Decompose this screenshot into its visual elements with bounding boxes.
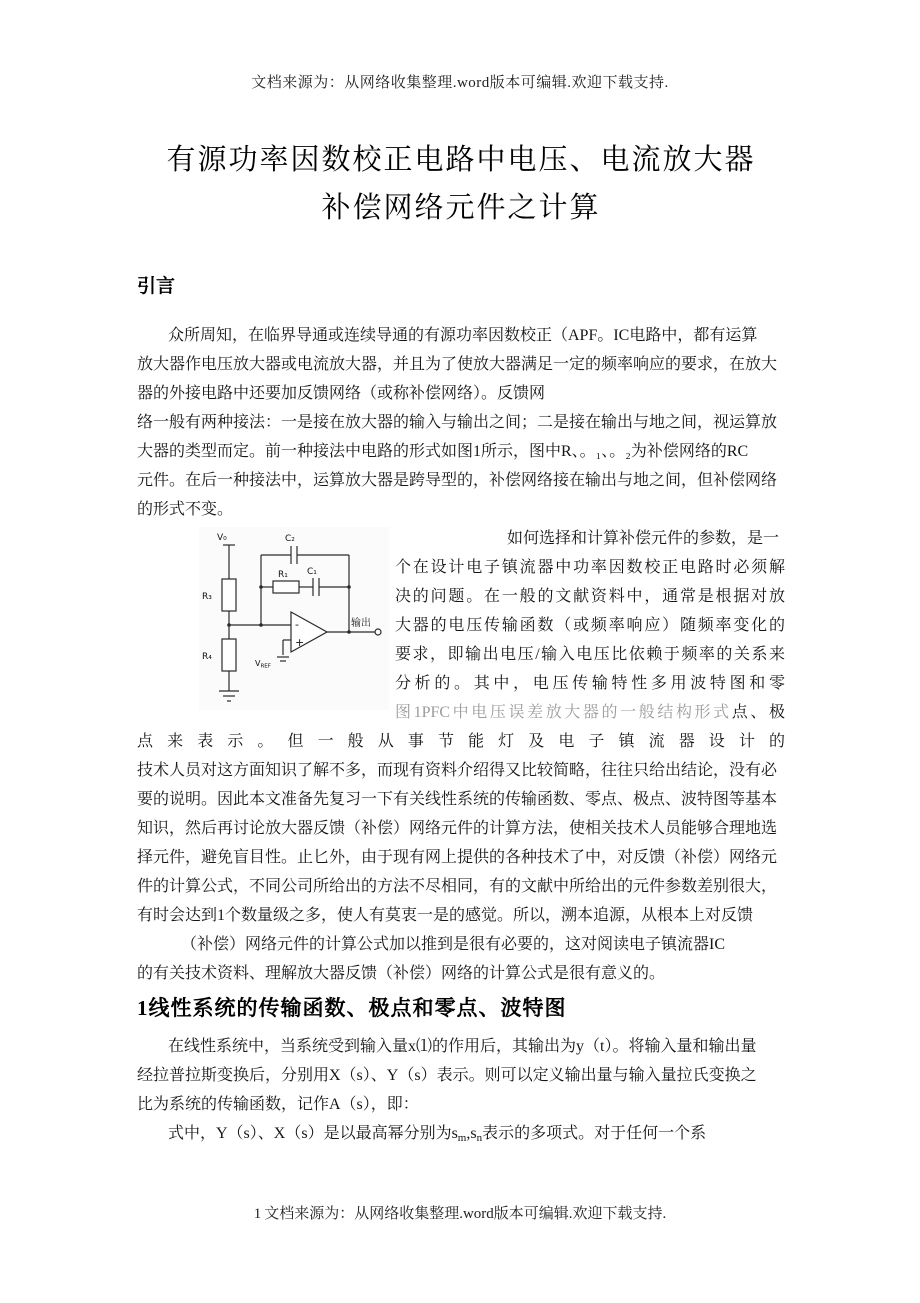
label-v0: V₀ xyxy=(217,533,227,543)
figure-caption: 图1PFC中电压误差放大器的一般结构形式 xyxy=(395,704,732,721)
text-line: 大器的电压传输函数（或频率响应）随频率变化的 xyxy=(395,617,785,634)
label-c1: C₁ xyxy=(307,567,317,577)
text-line: 在线性系统中，当系统受到输入量x⑴的作用后，其输出为y（t）。将输入量和输出量 xyxy=(168,1038,757,1055)
footer-text: 文档来源为：从网络收集整理.word版本可编辑.欢迎下载支持. xyxy=(264,1206,667,1222)
text-fragment: 式中，Y（s）、X（s）是以最高幂分别为s xyxy=(168,1125,458,1142)
doc-title-line2: 补偿网络元件之计算 xyxy=(321,192,601,224)
doc-title xyxy=(137,136,785,232)
text-line: 择元件，避免盲目性。止匕外，由于现有网上提供的各种技术了中，对反馈（补偿）网络元 xyxy=(137,849,778,866)
label-output: 输出 xyxy=(351,618,371,629)
intro-heading: 引言 xyxy=(137,276,176,297)
text-line: 点来表示。但一般从事节能灯及电子镇流器设计的 xyxy=(137,733,785,750)
text-line: 络一般有两种接法：一是接在放大器的输入与输出之间；二是接在输出与地之间，视运算放 xyxy=(137,414,778,431)
resistor-r4-symbol xyxy=(222,639,236,671)
text-line: 要的说明。因此本文准备先复习一下有关线性系统的传输函数、零点、极点、波特图等基本 xyxy=(137,791,778,808)
text-line: 有时会达到1个数量级之多，使人有莫衷一是的感觉。所以，溯本追源，从根本上对反馈 xyxy=(137,907,754,924)
circuit-figure xyxy=(199,527,389,710)
subscript-m: m xyxy=(457,1132,467,1144)
label-r1: R₁ xyxy=(278,570,288,580)
section1-paragraph xyxy=(137,1032,785,1153)
text-line: 分析的。其中，电压传输特性多用波特图和零 xyxy=(395,675,785,692)
text-line: 知识，然后再讨论放大器反馈（补偿）网络元件的计算方法，使相关技术人员能够合理地选 xyxy=(137,820,778,837)
text-line: 经拉普拉斯变换后，分别用X（s）、Y（s）表示。则可以定义输出量与输入量拉氏变换之 xyxy=(137,1067,757,1084)
label-opamp-minus: - xyxy=(295,618,299,631)
footer-note xyxy=(0,1202,920,1223)
page-number: 1 xyxy=(253,1206,262,1222)
text-fragment: 点、极 xyxy=(731,704,785,721)
text-line: 如何选择和计算补偿元件的参数，是一 xyxy=(507,530,780,547)
subscript-n: n xyxy=(476,1132,483,1144)
text-line xyxy=(137,1119,785,1153)
label-c2: C₂ xyxy=(285,534,295,544)
resistor-r1-symbol xyxy=(273,581,299,593)
text-fragment: 表示的多项式。对于任何一个系 xyxy=(482,1125,707,1142)
text-line: 技术人员对这方面知识了解不多，而现有资料介绍得又比较简略，往往只给出结论，没有必 xyxy=(137,762,778,779)
label-opamp-plus: + xyxy=(295,636,305,649)
text-line: 比为系统的传输函数，记作A（s），即： xyxy=(137,1096,419,1113)
text-line: 器的外接电路中还要加反馈网络（或称补偿网络）。反馈网 xyxy=(137,385,546,402)
circuit-diagram xyxy=(199,527,389,710)
text-line: 个在设计电子镇流器中功率因数校正电路时必须解 xyxy=(395,559,785,576)
text-fragment: ,s xyxy=(466,1125,477,1142)
text-line: 元件。在后一种接法中，运算放大器是跨导型的，补偿网络接在输出与地之间，但补偿网络 xyxy=(137,472,778,489)
doc-title-line1: 有源功率因数校正电路中电压、电流放大器 xyxy=(166,144,756,176)
text-line: 的形式不变。 xyxy=(137,501,234,518)
text-line: 要求，即输出电压/输入电压比依赖于频率的关系来 xyxy=(395,646,785,663)
label-r4: R₄ xyxy=(202,652,212,662)
text-line: 件的计算公式，不同公司所给出的方法不尽相同，有的文献中所给出的元件参数差别很大， xyxy=(137,878,778,895)
section1-heading: 1线性系统的传输函数、极点和零点、波特图 xyxy=(137,996,567,1020)
figure-paragraph xyxy=(137,524,785,988)
resistor-r3-symbol xyxy=(222,579,236,611)
text-line: 决的问题。在一般的文献资料中，通常是根据对放 xyxy=(395,588,785,605)
label-vref: VREF xyxy=(255,659,271,670)
intro-paragraph xyxy=(137,321,785,524)
text-line: 放大器作电压放大器或电流放大器，并且为了使放大器满足一定的频率响应的要求，在放大 xyxy=(137,356,778,373)
text-line: 众所周知，在临界导通或连续导通的有源功率因数校正（APF。IC电路中，都有运算 xyxy=(168,327,758,344)
text-line: 大器的类型而定。前一种接法中电路的形式如图1所示，图中R、。₁、。₂为补偿网络的RC xyxy=(137,443,749,460)
header-note: 文档来源为：从网络收集整理.word版本可编辑.欢迎下载支持. xyxy=(251,75,669,91)
label-r3: R₃ xyxy=(202,592,212,602)
output-terminal xyxy=(375,629,381,635)
text-line: （补偿）网络元件的计算公式加以推到是很有必要的，这对阅读电子镇流器IC xyxy=(181,936,726,953)
text-line: 的有关技术资料、理解放大器反馈（补偿）网络的计算公式是很有意义的。 xyxy=(137,965,666,982)
